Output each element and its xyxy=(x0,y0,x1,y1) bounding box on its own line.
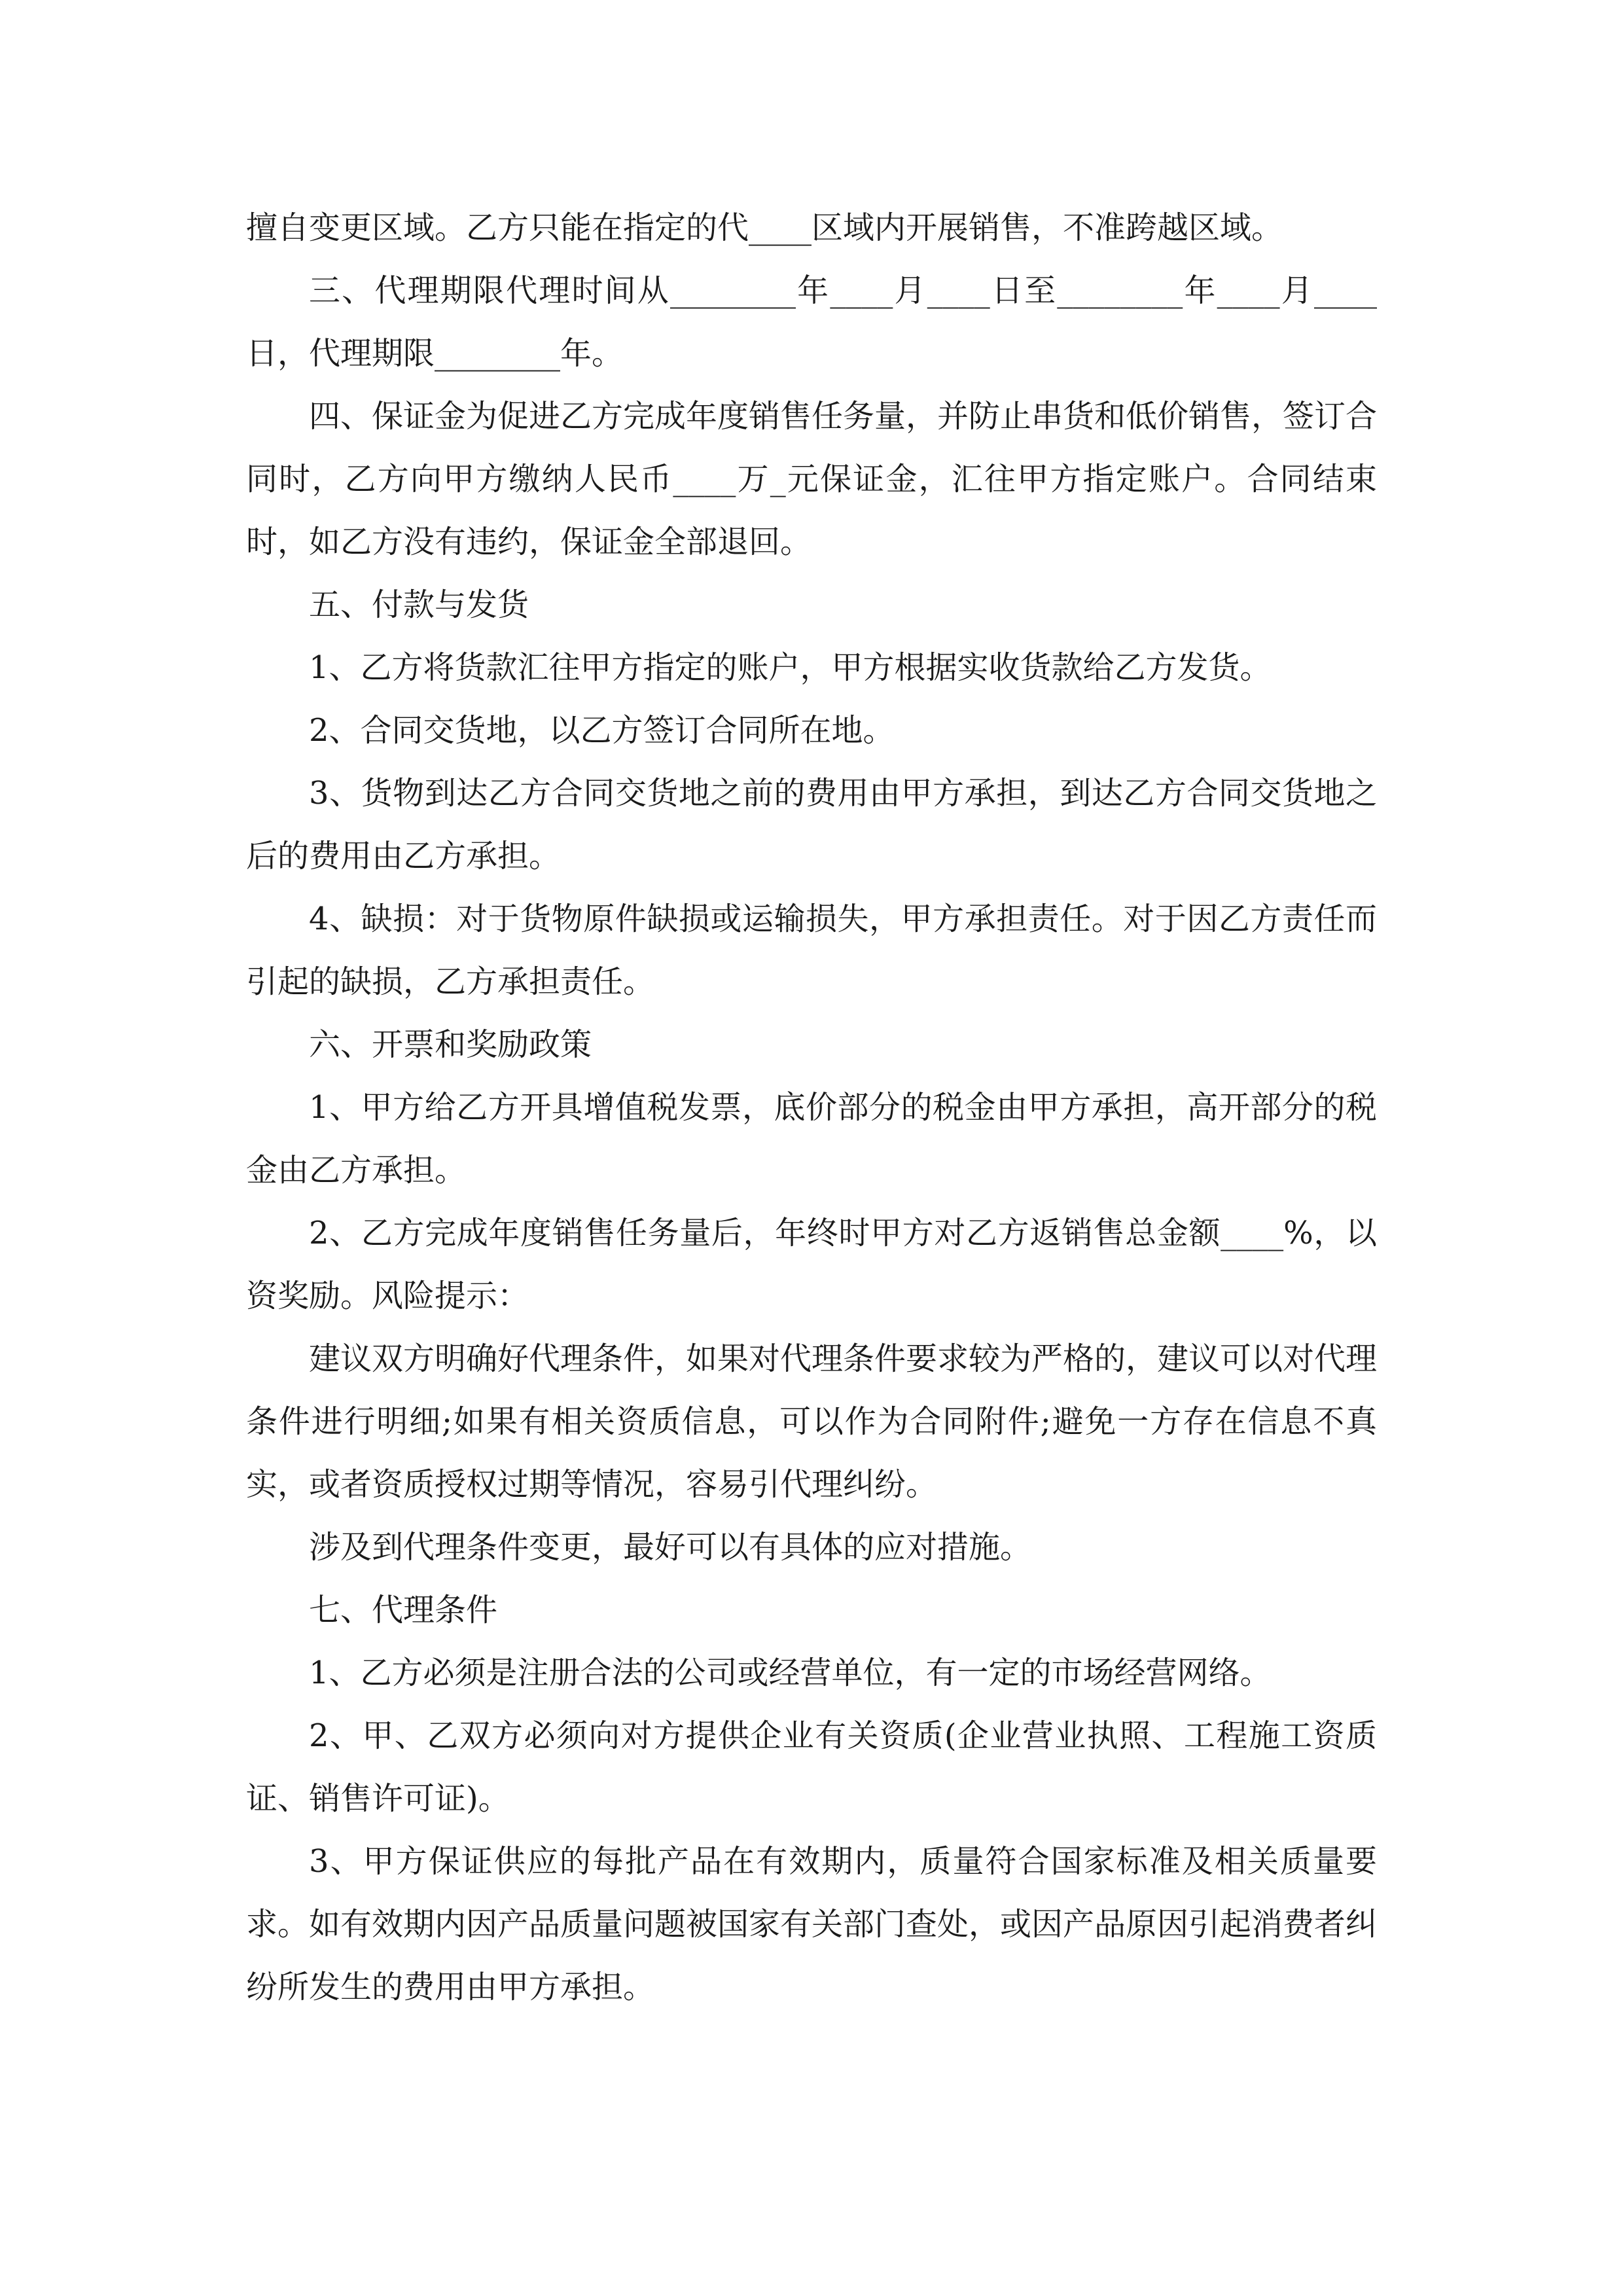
paragraph-change-advice: 涉及到代理条件变更，最好可以有具体的应对措施。 xyxy=(309,1529,1032,1566)
paragraph-deposit: 四、保证金为促进乙方完成年度销售任务量，并防止串货和低价销售，签订合同时，乙方向甲方缴纳人民币____万_元保证金，汇往甲方指定账户。合同结束时，如乙方没有违约，保证金全部退回。 xyxy=(246,398,1378,560)
paragraph-invoice-1: 1、甲方给乙方开具增值税发票，底价部分的税金由甲方承担，高开部分的税金由乙方承担。 xyxy=(246,1089,1377,1189)
paragraph-risk-advice: 建议双方明确好代理条件，如果对代理条件要求较为严格的，建议可以对代理条件进行明细;如果有相关资质信息，可以作为合同附件;避免一方存在信息不真实，或者资质授权过期等情况，容易引代理纠纷。 xyxy=(246,1340,1378,1503)
document-body xyxy=(246,196,1377,2018)
paragraph-payment-1: 1、乙方将货款汇往甲方指定的账户，甲方根据实收货款给乙方发货。 xyxy=(309,649,1272,686)
section-heading-payment-delivery: 五、付款与发货 xyxy=(309,586,529,623)
paragraph-invoice-2: 2、乙方完成年度销售任务量后，年终时甲方对乙方返销售总金额____%，以资奖励。风险提示： xyxy=(246,1215,1377,1314)
paragraph-region-continuation: 擅自变更区域。乙方只能在指定的代____区域内开展销售，不准跨越区域。 xyxy=(246,209,1283,246)
paragraph-payment-4: 4、缺损：对于货物原件缺损或运输损失，甲方承担责任。对于因乙方责任而引起的缺损，乙方承担责任。 xyxy=(246,901,1377,1000)
section-heading-agency-conditions: 七、代理条件 xyxy=(309,1592,498,1628)
paragraph-payment-3: 3、货物到达乙方合同交货地之前的费用由甲方承担，到达乙方合同交货地之后的费用由乙方承担。 xyxy=(246,775,1377,874)
paragraph-agency-term: 三、代理期限代理时间从________年____月____日至________年____月____日，代理期限________年。 xyxy=(246,272,1377,372)
paragraph-condition-3: 3、甲方保证供应的每批产品在有效期内，质量符合国家标准及相关质量要求。如有效期内因产品质量问题被国家有关部门查处，或因产品原因引起消费者纠纷所发生的费用由甲方承担。 xyxy=(246,1843,1378,2005)
paragraph-payment-2: 2、合同交货地，以乙方签订合同所在地。 xyxy=(309,712,895,749)
section-heading-invoice-reward: 六、开票和奖励政策 xyxy=(309,1026,592,1063)
paragraph-condition-2: 2、甲、乙双方必须向对方提供企业有关资质(企业营业执照、工程施工资质证、销售许可证)。 xyxy=(246,1717,1377,1817)
paragraph-condition-1: 1、乙方必须是注册合法的公司或经营单位，有一定的市场经营网络。 xyxy=(309,1655,1272,1691)
